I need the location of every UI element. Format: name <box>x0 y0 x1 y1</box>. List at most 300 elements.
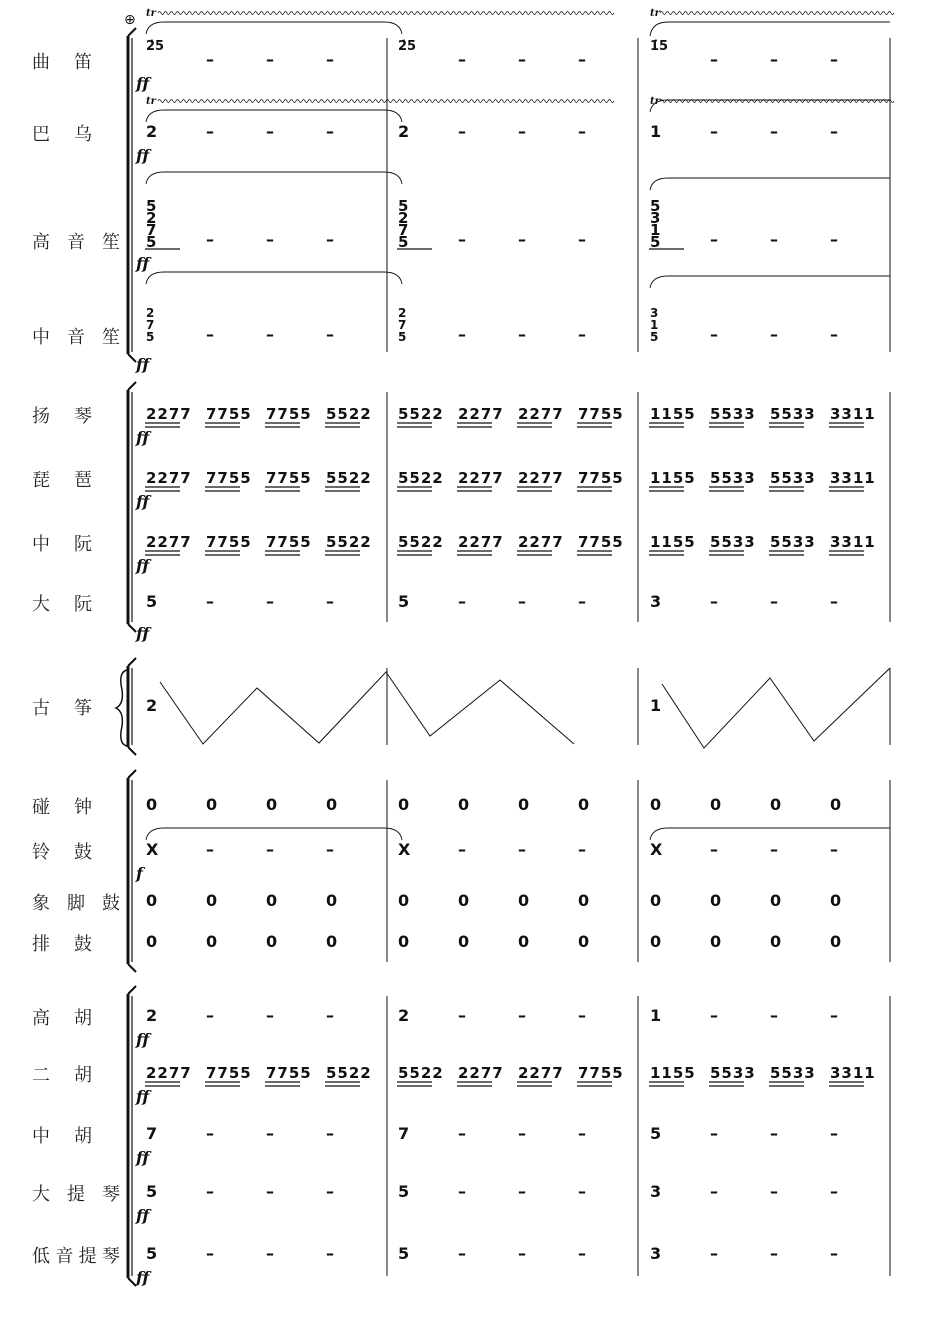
note-group: 7755 <box>206 1064 252 1082</box>
note-group: 2 <box>146 696 158 715</box>
note-group: 2277 <box>146 405 192 423</box>
name-char: 巴 <box>32 124 50 145</box>
note-group: 0 <box>458 891 470 910</box>
instrument-name-paigu <box>32 930 92 956</box>
note-group: X <box>146 840 159 859</box>
dash-sustain: – <box>326 1124 334 1143</box>
name-char: 大 <box>32 594 50 615</box>
dash-sustain: – <box>578 840 586 859</box>
dash-sustain: – <box>206 1182 214 1201</box>
note-group: 2̇5 <box>146 39 165 54</box>
instrument-name-zhongruan <box>32 530 92 556</box>
dynamic-mark: f <box>136 864 143 883</box>
dynamic-mark: ff <box>136 556 150 575</box>
note-group: 5522 <box>398 405 444 423</box>
note-group: 1155 <box>650 405 696 423</box>
note-group: 0 <box>650 932 662 951</box>
note-group: 0 <box>770 891 782 910</box>
name-char: 音 <box>55 1246 74 1267</box>
dash-sustain: – <box>710 1124 718 1143</box>
note-group: 1̇5 <box>650 39 669 54</box>
name-char: 筝 <box>74 698 92 719</box>
name-char: 琴 <box>102 1184 120 1205</box>
note-group: 5 <box>398 592 410 611</box>
name-char: 琴 <box>101 1246 120 1267</box>
bracket-hook-bottom <box>128 1278 136 1286</box>
note-group: 3311 <box>830 469 876 487</box>
dash-sustain: – <box>578 1182 586 1201</box>
note-group: 5275 <box>398 197 410 251</box>
instrument-name-linggu <box>32 838 92 864</box>
name-char: 琵 <box>32 470 50 491</box>
dash-sustain: – <box>830 122 838 141</box>
dash-sustain: – <box>266 1182 274 1201</box>
guzheng-gliss <box>160 672 574 744</box>
note-group: 5522 <box>326 405 372 423</box>
note-group: 2 <box>146 1006 158 1025</box>
instrument-name-datiqin <box>32 1180 120 1206</box>
dash-sustain: – <box>326 325 334 344</box>
dash-sustain: – <box>770 50 778 69</box>
instrument-name-xiangjiaogu <box>32 889 120 915</box>
dash-sustain: – <box>206 592 214 611</box>
dash-sustain: – <box>206 325 214 344</box>
note-group: 7755 <box>578 469 624 487</box>
dash-sustain: – <box>830 230 838 249</box>
dash-sustain: – <box>770 230 778 249</box>
name-char: 中 <box>32 1126 50 1147</box>
instrument-name-zhongyinsheng <box>32 323 120 349</box>
note-group: 5522 <box>326 533 372 551</box>
bracket-hook-top <box>128 986 136 994</box>
note-group: 5522 <box>326 1064 372 1082</box>
note-group: 5522 <box>398 533 444 551</box>
name-char: 碰 <box>32 797 50 818</box>
instrument-name-daruan <box>32 590 92 616</box>
dash-sustain: – <box>578 1006 586 1025</box>
dash-sustain: – <box>326 122 334 141</box>
note-group: 1155 <box>650 533 696 551</box>
name-char: 鼓 <box>74 842 92 863</box>
name-char: 音 <box>67 327 85 348</box>
name-char: 排 <box>32 934 50 955</box>
bracket-hook-bottom <box>128 624 136 632</box>
dash-sustain: – <box>266 840 274 859</box>
trill-mark: tr <box>146 96 156 107</box>
slur-bawu <box>146 110 402 122</box>
dash-sustain: – <box>518 840 526 859</box>
dash-sustain: – <box>518 1244 526 1263</box>
dash-sustain: – <box>830 1182 838 1201</box>
note-group: 0 <box>146 891 158 910</box>
dash-sustain: – <box>518 1182 526 1201</box>
note-group: 7755 <box>266 533 312 551</box>
instrument-name-gaohu <box>32 1004 92 1030</box>
note-group: 2̇5 <box>398 39 417 54</box>
dash-sustain: – <box>458 1182 466 1201</box>
name-char: 高 <box>32 232 50 253</box>
dash-sustain: – <box>458 122 466 141</box>
note-group: 5533 <box>770 469 816 487</box>
dash-sustain: – <box>266 1124 274 1143</box>
dash-sustain: – <box>518 50 526 69</box>
dash-sustain: – <box>266 230 274 249</box>
name-char: 象 <box>32 893 50 914</box>
instrument-name-diyintiqin <box>32 1242 120 1268</box>
name-char: 笙 <box>102 232 120 253</box>
name-char: 笙 <box>102 327 120 348</box>
dash-sustain: – <box>458 1006 466 1025</box>
dash-sustain: – <box>770 1124 778 1143</box>
note-group: 315 <box>650 306 659 344</box>
dash-sustain: – <box>770 325 778 344</box>
dash-sustain: – <box>578 325 586 344</box>
note-group: 2 <box>146 122 158 141</box>
dynamic-mark: ff <box>136 254 150 273</box>
note-group: 0 <box>830 795 842 814</box>
note-group: 7755 <box>206 405 252 423</box>
note-group: 5 <box>146 1182 158 1201</box>
name-char: 提 <box>67 1184 85 1205</box>
dash-sustain: – <box>770 122 778 141</box>
trill-mark: tr <box>650 96 660 107</box>
note-group: 2277 <box>458 1064 504 1082</box>
bracket-hook-top <box>128 770 136 778</box>
name-char: 高 <box>32 1008 50 1029</box>
dash-sustain: – <box>458 50 466 69</box>
note-group: 5533 <box>770 405 816 423</box>
instrument-name-qudi <box>32 48 92 74</box>
dash-sustain: – <box>770 840 778 859</box>
name-char: 胡 <box>74 1008 92 1029</box>
note-group: 3311 <box>830 405 876 423</box>
name-char: 扬 <box>32 406 50 427</box>
note-group: 0 <box>146 795 158 814</box>
note-group: 7755 <box>266 405 312 423</box>
note-group: 0 <box>578 891 590 910</box>
dynamic-mark: ff <box>136 1206 150 1225</box>
dash-sustain: – <box>266 1244 274 1263</box>
note-group: 5315 <box>650 197 662 251</box>
note-group: 1155 <box>650 1064 696 1082</box>
note-group: 7755 <box>578 405 624 423</box>
dynamic-mark: ff <box>136 624 150 643</box>
note-group: 0 <box>710 795 722 814</box>
note-group: 0 <box>398 932 410 951</box>
note-group: 5522 <box>326 469 372 487</box>
note-group: 0 <box>146 932 158 951</box>
name-char: 琴 <box>74 406 92 427</box>
instrument-name-gaoyinsheng <box>32 228 120 254</box>
instrument-name-yangqin <box>32 402 92 428</box>
dash-sustain: – <box>578 1124 586 1143</box>
dash-sustain: – <box>770 1182 778 1201</box>
dash-sustain: – <box>266 50 274 69</box>
note-group: 5275 <box>146 197 158 251</box>
dash-sustain: – <box>830 50 838 69</box>
instrument-name-pengzhong <box>32 793 92 819</box>
dash-sustain: – <box>710 325 718 344</box>
dash-sustain: – <box>830 1006 838 1025</box>
name-char: 中 <box>32 327 50 348</box>
note-group: 0 <box>326 932 338 951</box>
slur-linggu-3 <box>650 828 890 840</box>
note-group: 0 <box>518 932 530 951</box>
bracket-hook-bottom <box>128 354 136 362</box>
note-group: 0 <box>578 932 590 951</box>
dash-sustain: – <box>830 325 838 344</box>
bracket-hook-bottom <box>128 964 136 972</box>
note-group: X <box>650 840 663 859</box>
name-char: 胡 <box>74 1126 92 1147</box>
note-group: 0 <box>266 891 278 910</box>
note-group: 7 <box>146 1124 158 1143</box>
note-group: X <box>398 840 411 859</box>
instrument-name-bawu <box>32 120 92 146</box>
name-char: 音 <box>67 232 85 253</box>
note-group: 0 <box>326 891 338 910</box>
name-char: 古 <box>32 698 50 719</box>
note-group: 7755 <box>578 533 624 551</box>
bracket-hook-bottom <box>128 747 136 755</box>
dash-sustain: – <box>578 1244 586 1263</box>
dash-sustain: – <box>458 592 466 611</box>
dash-sustain: – <box>266 592 274 611</box>
slur-zhongyinsheng <box>146 272 402 284</box>
note-group: 3311 <box>830 533 876 551</box>
note-group: 5 <box>398 1244 410 1263</box>
note-group: 7755 <box>266 469 312 487</box>
dash-sustain: – <box>206 1124 214 1143</box>
note-group: 0 <box>770 795 782 814</box>
dash-sustain: – <box>326 840 334 859</box>
dash-sustain: – <box>458 1124 466 1143</box>
dash-sustain: – <box>266 122 274 141</box>
note-group: 5 <box>146 1244 158 1263</box>
note-group: 7 <box>398 1124 410 1143</box>
note-group: 0 <box>710 891 722 910</box>
dynamic-mark: ff <box>136 74 150 93</box>
instrument-name-erhu <box>32 1061 92 1087</box>
trill-wave <box>158 12 614 15</box>
note-group: 2277 <box>146 533 192 551</box>
slur-zhongyinsheng-3 <box>650 276 890 288</box>
name-char: 胡 <box>74 1065 92 1086</box>
note-group: 0 <box>518 891 530 910</box>
note-group: 0 <box>206 891 218 910</box>
note-group: 2 <box>398 1006 410 1025</box>
instrument-name-zhonghu <box>32 1122 92 1148</box>
dash-sustain: – <box>326 1006 334 1025</box>
dynamic-mark: ff <box>136 428 150 447</box>
note-group: 0 <box>398 795 410 814</box>
dash-sustain: – <box>578 592 586 611</box>
guzheng-gliss-3 <box>662 668 890 748</box>
note-group: 275 <box>146 306 155 344</box>
note-group: 0 <box>518 795 530 814</box>
note-group: 5533 <box>710 469 756 487</box>
bracket-hook-top <box>128 28 136 36</box>
slur-gaoyinsheng <box>146 172 402 184</box>
note-group: 5533 <box>710 405 756 423</box>
note-group: 1 <box>650 696 662 715</box>
dash-sustain: – <box>206 1244 214 1263</box>
dash-sustain: – <box>578 50 586 69</box>
name-char: 脚 <box>67 893 85 914</box>
note-group: 0 <box>458 795 470 814</box>
note-group: 5533 <box>710 1064 756 1082</box>
note-group: 1 <box>650 122 662 141</box>
trill-wave <box>660 12 894 15</box>
dash-sustain: – <box>518 1006 526 1025</box>
dynamic-mark: ff <box>136 355 150 374</box>
dash-sustain: – <box>518 592 526 611</box>
dash-sustain: – <box>206 230 214 249</box>
dash-sustain: – <box>710 230 718 249</box>
dash-sustain: – <box>830 840 838 859</box>
note-group: 2277 <box>518 469 564 487</box>
name-char: 中 <box>32 534 50 555</box>
dash-sustain: – <box>458 1244 466 1263</box>
note-group: 1 <box>650 1006 662 1025</box>
note-group: 2277 <box>146 1064 192 1082</box>
note-group: 2277 <box>518 1064 564 1082</box>
dash-sustain: – <box>578 122 586 141</box>
note-group: 2277 <box>146 469 192 487</box>
dash-sustain: – <box>206 840 214 859</box>
dash-sustain: – <box>326 1244 334 1263</box>
note-group: 0 <box>458 932 470 951</box>
slur-linggu <box>146 828 402 840</box>
coda-symbol: ⊕ <box>124 12 136 28</box>
note-group: 3 <box>650 1182 662 1201</box>
dash-sustain: – <box>326 230 334 249</box>
note-group: 2 <box>398 122 410 141</box>
note-group: 7755 <box>206 469 252 487</box>
note-group: 5533 <box>710 533 756 551</box>
dash-sustain: – <box>206 1006 214 1025</box>
instrument-name-pipa <box>32 466 92 492</box>
dash-sustain: – <box>710 1244 718 1263</box>
name-char: 提 <box>78 1246 97 1267</box>
name-char: 钟 <box>74 797 92 818</box>
name-char: 低 <box>32 1246 50 1267</box>
dynamic-mark: ff <box>136 1087 150 1106</box>
dash-sustain: – <box>710 1182 718 1201</box>
dynamic-mark: ff <box>136 146 150 165</box>
note-group: 2277 <box>458 533 504 551</box>
name-char: 铃 <box>32 842 50 863</box>
name-char: 二 <box>32 1065 50 1086</box>
name-char: 曲 <box>32 52 50 73</box>
note-group: 0 <box>206 795 218 814</box>
instrument-name-guzheng <box>32 694 92 720</box>
note-group: 0 <box>266 795 278 814</box>
note-group: 0 <box>830 891 842 910</box>
note-group: 1155 <box>650 469 696 487</box>
note-group: 5 <box>398 1182 410 1201</box>
dynamic-mark: ff <box>136 1268 150 1287</box>
guzheng-brace <box>116 670 127 746</box>
note-group: 0 <box>770 932 782 951</box>
dash-sustain: – <box>770 592 778 611</box>
note-group: 5533 <box>770 533 816 551</box>
dash-sustain: – <box>830 1124 838 1143</box>
name-char: 阮 <box>74 534 92 555</box>
note-group: 0 <box>266 932 278 951</box>
name-char: 笛 <box>74 52 92 73</box>
dash-sustain: – <box>518 1124 526 1143</box>
dash-sustain: – <box>326 592 334 611</box>
dash-sustain: – <box>770 1244 778 1263</box>
slur-bawu-3 <box>650 100 890 112</box>
dash-sustain: – <box>458 230 466 249</box>
dash-sustain: – <box>830 592 838 611</box>
dash-sustain: – <box>710 592 718 611</box>
note-group: 0 <box>578 795 590 814</box>
dash-sustain: – <box>458 325 466 344</box>
dash-sustain: – <box>518 230 526 249</box>
dash-sustain: – <box>710 1006 718 1025</box>
name-char: 琶 <box>74 470 92 491</box>
note-group: 3311 <box>830 1064 876 1082</box>
trill-mark: tr <box>650 8 660 19</box>
dash-sustain: – <box>266 1006 274 1025</box>
slur-qudi-3 <box>650 22 890 36</box>
note-group: 0 <box>206 932 218 951</box>
note-group: 2277 <box>518 533 564 551</box>
note-group: 3 <box>650 1244 662 1263</box>
note-group: 0 <box>398 891 410 910</box>
dash-sustain: – <box>710 122 718 141</box>
note-group: 275 <box>398 306 407 344</box>
note-group: 5522 <box>398 1064 444 1082</box>
bracket-hook-top <box>128 382 136 390</box>
dash-sustain: – <box>710 840 718 859</box>
dash-sustain: – <box>578 230 586 249</box>
name-char: 鼓 <box>102 893 120 914</box>
note-group: 7755 <box>266 1064 312 1082</box>
trill-wave <box>158 100 614 103</box>
dynamic-mark: ff <box>136 1030 150 1049</box>
bracket-hook-top <box>128 658 136 666</box>
note-group: 7755 <box>206 533 252 551</box>
slur-qudi <box>146 22 402 34</box>
note-group: 7755 <box>578 1064 624 1082</box>
note-group: 5533 <box>770 1064 816 1082</box>
dash-sustain: – <box>326 50 334 69</box>
name-char: 阮 <box>74 594 92 615</box>
note-group: 0 <box>326 795 338 814</box>
note-group: 0 <box>710 932 722 951</box>
dash-sustain: – <box>266 325 274 344</box>
dynamic-mark: ff <box>136 1148 150 1167</box>
name-char: 乌 <box>74 124 92 145</box>
note-group: 0 <box>830 932 842 951</box>
note-group: 3 <box>650 592 662 611</box>
dash-sustain: – <box>326 1182 334 1201</box>
name-char: 大 <box>32 1184 50 1205</box>
note-group: 5 <box>146 592 158 611</box>
note-group: 5 <box>650 1124 662 1143</box>
note-group: 2277 <box>518 405 564 423</box>
note-group: 0 <box>650 891 662 910</box>
dash-sustain: – <box>518 325 526 344</box>
dynamic-mark: ff <box>136 492 150 511</box>
note-group: 0 <box>650 795 662 814</box>
dash-sustain: – <box>518 122 526 141</box>
dash-sustain: – <box>206 50 214 69</box>
